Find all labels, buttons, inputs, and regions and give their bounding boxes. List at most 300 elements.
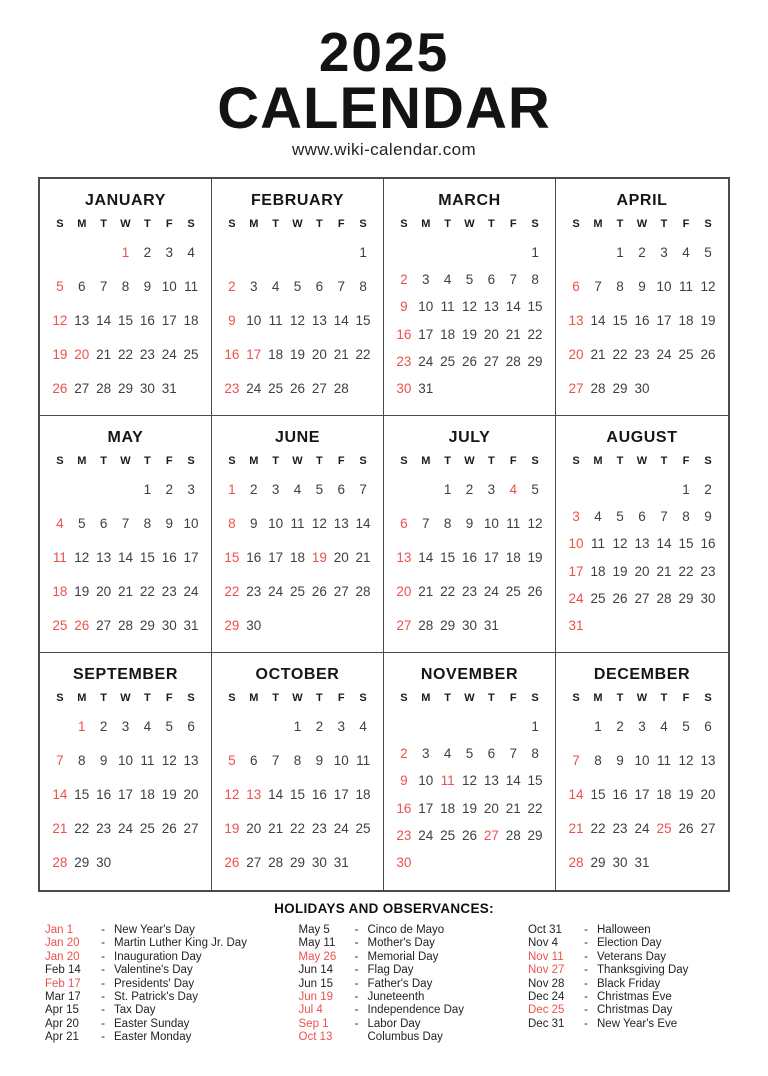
date-row — [556, 565, 728, 579]
dates-grid — [556, 720, 728, 870]
holiday-item — [299, 937, 513, 950]
date-row — [40, 314, 211, 328]
weekday-label: W — [464, 692, 475, 704]
day-cell: 27 — [246, 855, 262, 870]
day-cell — [415, 720, 437, 734]
holiday-date: Jul 4 — [298, 1004, 323, 1017]
day-cell: 20 — [396, 584, 412, 599]
day-cell — [631, 483, 653, 497]
day-cell: 9 — [250, 516, 258, 531]
day-cell — [437, 246, 459, 260]
day-cell: 15 — [355, 313, 371, 328]
day-cell: 10 — [183, 516, 199, 531]
weekday-label: T — [660, 692, 668, 704]
holiday-dash: - — [584, 1004, 588, 1017]
day-cell: 21 — [656, 563, 672, 579]
holiday-item — [528, 964, 726, 977]
day-cell: 11 — [140, 753, 155, 768]
weekday-label: W — [464, 455, 475, 467]
day-cell — [265, 619, 287, 633]
day-cell: 28 — [52, 855, 68, 870]
day-cell: 23 — [224, 381, 240, 396]
day-cell: 21 — [418, 584, 434, 599]
holiday-item — [299, 991, 513, 1004]
day-cell: 7 — [509, 272, 517, 288]
weekday-row — [212, 454, 383, 468]
month-february — [212, 179, 384, 416]
holiday-date: Feb 14 — [45, 964, 81, 977]
day-cell: 28 — [268, 855, 284, 870]
day-cell: 27 — [183, 821, 199, 836]
day-cell — [243, 720, 265, 734]
day-cell: 26 — [224, 855, 240, 870]
holiday-name: Valentine's Day — [114, 964, 193, 977]
holiday-name: Columbus Day — [367, 1031, 443, 1044]
day-cell: 14 — [590, 313, 606, 328]
day-cell: 21 — [96, 347, 112, 362]
day-cell: 10 — [568, 536, 584, 552]
holiday-name: Inauguration Day — [114, 950, 202, 963]
day-cell: 1 — [228, 482, 236, 497]
weekday-label: W — [120, 692, 131, 704]
day-cell: 9 — [143, 279, 152, 294]
date-row — [212, 788, 383, 802]
weekday-label: T — [315, 692, 323, 704]
calendar-title: CALENDAR — [217, 76, 551, 141]
weekday-label: M — [593, 692, 603, 704]
holiday-item — [45, 1004, 283, 1017]
day-cell: 2 — [315, 719, 324, 734]
weekday-label: W — [636, 218, 648, 230]
month-title: DECEMBER — [593, 666, 691, 683]
holiday-name: Election Day — [597, 937, 662, 950]
day-cell — [415, 856, 437, 870]
day-cell: 10 — [634, 753, 650, 768]
holiday-name: Cinco de Mayo — [367, 924, 445, 936]
holiday-date: Dec 25 — [528, 1004, 565, 1017]
holiday-name: Veterans Day — [597, 950, 667, 963]
day-cell: 5 — [465, 272, 474, 288]
holiday-dash — [346, 1031, 368, 1044]
holiday-item — [299, 978, 513, 991]
day-cell: 26 — [461, 827, 477, 843]
holiday-date: Sep 1 — [298, 1017, 329, 1030]
holiday-name: Thanksgiving Day — [597, 964, 689, 977]
day-cell: 16 — [634, 313, 650, 328]
weekday-label: W — [636, 455, 648, 467]
day-cell: 15 — [527, 299, 543, 315]
day-cell — [631, 619, 653, 633]
day-cell: 12 — [289, 313, 305, 328]
date-row — [40, 754, 211, 768]
holiday-dash: - — [101, 1004, 105, 1017]
day-cell: 6 — [250, 753, 258, 768]
holiday-date: Apr 20 — [45, 1017, 79, 1030]
day-cell — [158, 856, 180, 870]
day-cell: 1 — [443, 482, 452, 497]
day-cell — [459, 720, 481, 734]
day-cell: 2 — [228, 279, 236, 294]
holiday-item — [299, 1031, 513, 1044]
weekday-label: M — [421, 692, 431, 704]
holiday-date: Oct 31 — [528, 924, 562, 936]
weekday-label: T — [100, 218, 107, 230]
date-row — [384, 829, 555, 843]
day-cell: 9 — [465, 516, 474, 531]
holiday-dash: - — [101, 1017, 105, 1030]
weekday-row — [40, 454, 211, 468]
day-cell: 10 — [246, 313, 262, 328]
day-cell: 20 — [483, 326, 499, 342]
date-row — [384, 328, 555, 342]
day-cell: 29 — [289, 855, 305, 870]
weekday-label: T — [487, 455, 495, 467]
day-cell: 28 — [590, 381, 606, 396]
day-cell — [675, 856, 697, 870]
day-cell: 10 — [418, 299, 434, 315]
weekday-label: S — [228, 455, 236, 467]
day-cell: 11 — [590, 536, 605, 552]
day-cell: 22 — [612, 347, 628, 362]
month-title: MARCH — [438, 192, 501, 209]
day-cell: 20 — [74, 347, 90, 362]
day-cell — [93, 246, 115, 260]
day-cell: 24 — [634, 821, 650, 836]
day-cell: 20 — [333, 550, 349, 565]
day-cell: 6 — [78, 279, 86, 294]
day-cell: 25 — [505, 584, 521, 599]
weekday-label: F — [682, 218, 690, 230]
day-cell: 12 — [612, 536, 628, 552]
day-cell: 12 — [461, 299, 477, 315]
day-cell: 25 — [139, 821, 155, 836]
holiday-item — [45, 991, 283, 1004]
day-cell: 1 — [121, 245, 130, 260]
day-cell — [565, 246, 587, 260]
date-row — [384, 619, 555, 633]
day-cell: 20 — [96, 584, 112, 599]
day-cell: 16 — [612, 787, 628, 802]
holiday-item — [299, 964, 513, 977]
day-cell: 27 — [483, 827, 499, 843]
weekday-row — [384, 691, 555, 705]
day-cell — [265, 720, 287, 734]
day-cell: 15 — [139, 550, 155, 565]
day-cell: 18 — [355, 787, 371, 802]
day-cell: 22 — [289, 821, 305, 836]
day-cell: 15 — [289, 787, 305, 802]
day-cell: 21 — [333, 347, 349, 362]
day-cell — [675, 619, 697, 633]
day-cell: 26 — [527, 584, 543, 599]
day-cell: 31 — [568, 617, 584, 633]
day-cell: 17 — [246, 347, 262, 362]
weekday-label: F — [682, 455, 690, 467]
weekday-label: M — [77, 218, 87, 230]
day-cell: 14 — [268, 787, 284, 802]
weekday-label: S — [187, 218, 195, 230]
website-url: www.wiki-calendar.com — [291, 140, 477, 159]
day-cell: 23 — [700, 563, 716, 579]
holiday-item — [528, 951, 726, 964]
day-cell: 30 — [246, 618, 262, 633]
holiday-dash: - — [354, 937, 359, 950]
day-cell: 26 — [161, 821, 177, 836]
month-september — [40, 653, 212, 890]
day-cell: 5 — [315, 482, 324, 497]
holiday-date: Jun 15 — [298, 977, 334, 990]
day-cell: 10 — [418, 773, 434, 789]
day-cell: 25 — [52, 618, 68, 633]
day-cell: 14 — [505, 299, 521, 315]
weekday-label: T — [272, 692, 279, 704]
day-cell: 25 — [355, 821, 371, 836]
day-cell — [502, 382, 524, 396]
day-cell: 17 — [418, 800, 434, 816]
day-cell — [480, 246, 502, 260]
day-cell: 10 — [656, 279, 672, 294]
day-cell: 7 — [99, 279, 108, 294]
date-row — [384, 774, 555, 788]
date-row — [556, 382, 728, 396]
holidays-column — [299, 924, 513, 1045]
day-cell: 24 — [246, 381, 262, 396]
day-cell: 28 — [505, 827, 521, 843]
month-title: JUNE — [274, 429, 321, 446]
day-cell: 21 — [268, 821, 284, 836]
day-cell: 26 — [311, 584, 327, 599]
weekday-label: M — [77, 455, 87, 467]
day-cell: 30 — [139, 381, 155, 396]
day-cell — [459, 382, 481, 396]
holiday-item — [299, 1018, 513, 1031]
day-cell: 30 — [161, 618, 177, 633]
holiday-name: Labor Day — [367, 1017, 421, 1030]
day-cell: 28 — [117, 618, 133, 633]
day-cell: 27 — [74, 381, 90, 396]
day-cell: 26 — [74, 618, 90, 633]
date-row — [212, 619, 383, 633]
holiday-item — [528, 924, 726, 937]
weekday-row — [40, 217, 211, 231]
date-row — [556, 246, 728, 260]
date-row — [212, 822, 383, 836]
day-cell: 13 — [333, 516, 349, 531]
holiday-date: Jun 14 — [298, 964, 334, 977]
weekday-row — [212, 691, 383, 705]
holiday-item — [528, 937, 726, 950]
day-cell: 24 — [183, 584, 199, 599]
day-cell: 12 — [311, 516, 327, 531]
day-cell — [308, 619, 330, 633]
date-row — [40, 856, 211, 870]
holiday-name: Mother's Day — [367, 937, 435, 950]
weekday-row — [40, 691, 211, 705]
day-cell: 18 — [656, 787, 672, 802]
day-cell: 9 — [228, 313, 236, 328]
weekday-label: T — [272, 218, 279, 230]
day-cell: 24 — [418, 353, 434, 369]
holiday-name: Martin Luther King Jr. Day — [114, 937, 247, 950]
holiday-date: Jun 19 — [298, 991, 334, 1004]
day-cell: 5 — [704, 245, 712, 260]
day-cell: 3 — [187, 482, 195, 497]
day-cell: 3 — [638, 719, 646, 734]
day-cell: 31 — [161, 381, 177, 396]
day-cell: 5 — [531, 482, 539, 497]
day-cell: 28 — [568, 855, 584, 870]
day-cell: 17 — [483, 550, 499, 565]
day-cell: 11 — [268, 313, 283, 328]
day-cell — [330, 619, 352, 633]
weekday-label: W — [292, 455, 303, 467]
day-cell: 18 — [139, 787, 155, 802]
date-row — [384, 300, 555, 314]
holidays-column — [528, 924, 726, 1045]
day-cell: 1 — [143, 482, 152, 497]
day-cell: 7 — [572, 753, 580, 768]
day-cell: 28 — [333, 381, 349, 396]
day-cell — [287, 246, 309, 260]
day-cell: 5 — [293, 279, 302, 294]
day-cell: 25 — [440, 827, 456, 843]
weekday-label: F — [682, 692, 690, 704]
day-cell: 20 — [311, 347, 327, 362]
month-june — [212, 416, 384, 653]
months-grid — [38, 177, 730, 892]
day-cell: 14 — [505, 773, 521, 789]
day-cell: 15 — [590, 787, 606, 802]
weekday-label: T — [143, 455, 151, 467]
day-cell: 8 — [143, 516, 152, 531]
dates-grid — [556, 483, 728, 633]
day-cell: 16 — [700, 536, 716, 552]
day-cell: 9 — [400, 299, 408, 315]
holiday-name: Presidents' Day — [114, 977, 195, 990]
weekday-label: F — [337, 692, 345, 704]
day-cell: 3 — [487, 482, 496, 497]
weekday-label: S — [704, 455, 712, 467]
day-cell — [415, 246, 437, 260]
day-cell: 6 — [187, 719, 195, 734]
day-cell: 13 — [396, 550, 412, 565]
holiday-item — [45, 964, 283, 977]
holidays-column — [45, 924, 283, 1045]
holiday-dash: - — [354, 1017, 359, 1030]
day-cell: 29 — [440, 618, 456, 633]
weekday-row — [212, 217, 383, 231]
day-cell: 23 — [461, 584, 477, 599]
day-cell — [653, 382, 675, 396]
day-cell: 8 — [78, 753, 86, 768]
weekday-label: T — [444, 692, 451, 704]
date-row — [384, 483, 555, 497]
day-cell: 9 — [165, 516, 173, 531]
holiday-date: Jan 20 — [45, 950, 80, 963]
dates-grid — [556, 246, 728, 396]
day-cell: 14 — [418, 550, 434, 565]
day-cell: 28 — [418, 618, 434, 633]
day-cell: 3 — [660, 245, 668, 260]
weekday-label: S — [359, 455, 367, 467]
day-cell: 19 — [678, 787, 694, 802]
holiday-dash: - — [101, 937, 105, 950]
day-cell: 6 — [704, 719, 712, 734]
day-cell: 1 — [78, 719, 86, 734]
holiday-item — [528, 978, 726, 991]
holiday-date: Feb 17 — [45, 977, 81, 990]
day-cell: 13 — [483, 773, 499, 789]
day-cell: 2 — [143, 245, 152, 260]
day-cell — [480, 856, 502, 870]
day-cell: 3 — [165, 245, 173, 260]
day-cell: 22 — [590, 821, 606, 836]
dates-grid — [384, 720, 555, 870]
dates-grid — [40, 483, 211, 633]
day-cell: 22 — [355, 347, 371, 362]
day-cell: 15 — [612, 313, 628, 328]
holiday-dash: - — [101, 924, 105, 936]
weekday-label: M — [249, 218, 259, 230]
date-row — [212, 720, 383, 734]
holiday-date: Apr 21 — [45, 1031, 79, 1044]
day-cell: 16 — [311, 787, 327, 802]
weekday-label: M — [421, 218, 431, 230]
weekday-label: T — [272, 455, 279, 467]
day-cell: 17 — [568, 563, 584, 579]
day-cell: 8 — [594, 753, 602, 768]
day-cell: 17 — [634, 787, 650, 802]
day-cell: 26 — [612, 590, 628, 606]
day-cell: 7 — [509, 746, 517, 762]
day-cell: 28 — [96, 381, 112, 396]
day-cell: 19 — [52, 347, 68, 362]
day-cell: 6 — [487, 746, 496, 762]
day-cell: 22 — [74, 821, 90, 836]
holiday-date: May 5 — [298, 924, 330, 936]
day-cell: 2 — [704, 482, 712, 497]
day-cell — [587, 483, 609, 497]
day-cell: 12 — [678, 753, 694, 768]
day-cell: 7 — [271, 753, 280, 768]
dates-grid — [212, 720, 383, 870]
date-row — [384, 382, 555, 396]
day-cell — [136, 856, 158, 870]
weekday-label: F — [165, 218, 173, 230]
day-cell: 20 — [483, 800, 499, 816]
weekday-label: M — [249, 692, 259, 704]
weekday-label: S — [187, 455, 195, 467]
day-cell — [459, 856, 481, 870]
holiday-item — [299, 951, 513, 964]
day-cell: 25 — [590, 590, 606, 606]
day-cell: 4 — [594, 509, 602, 525]
weekday-label: M — [77, 692, 87, 704]
day-cell — [180, 856, 202, 870]
day-cell: 8 — [121, 279, 130, 294]
weekday-label: S — [400, 218, 408, 230]
day-cell: 7 — [337, 279, 345, 294]
day-cell: 21 — [505, 800, 521, 816]
day-cell: 29 — [224, 618, 240, 633]
day-cell: 13 — [311, 313, 327, 328]
day-cell: 23 — [396, 827, 412, 843]
date-row — [40, 517, 211, 531]
day-cell: 3 — [422, 746, 430, 762]
date-row — [40, 246, 211, 260]
day-cell: 19 — [527, 550, 543, 565]
holiday-name: Christmas Eve — [597, 991, 672, 1004]
